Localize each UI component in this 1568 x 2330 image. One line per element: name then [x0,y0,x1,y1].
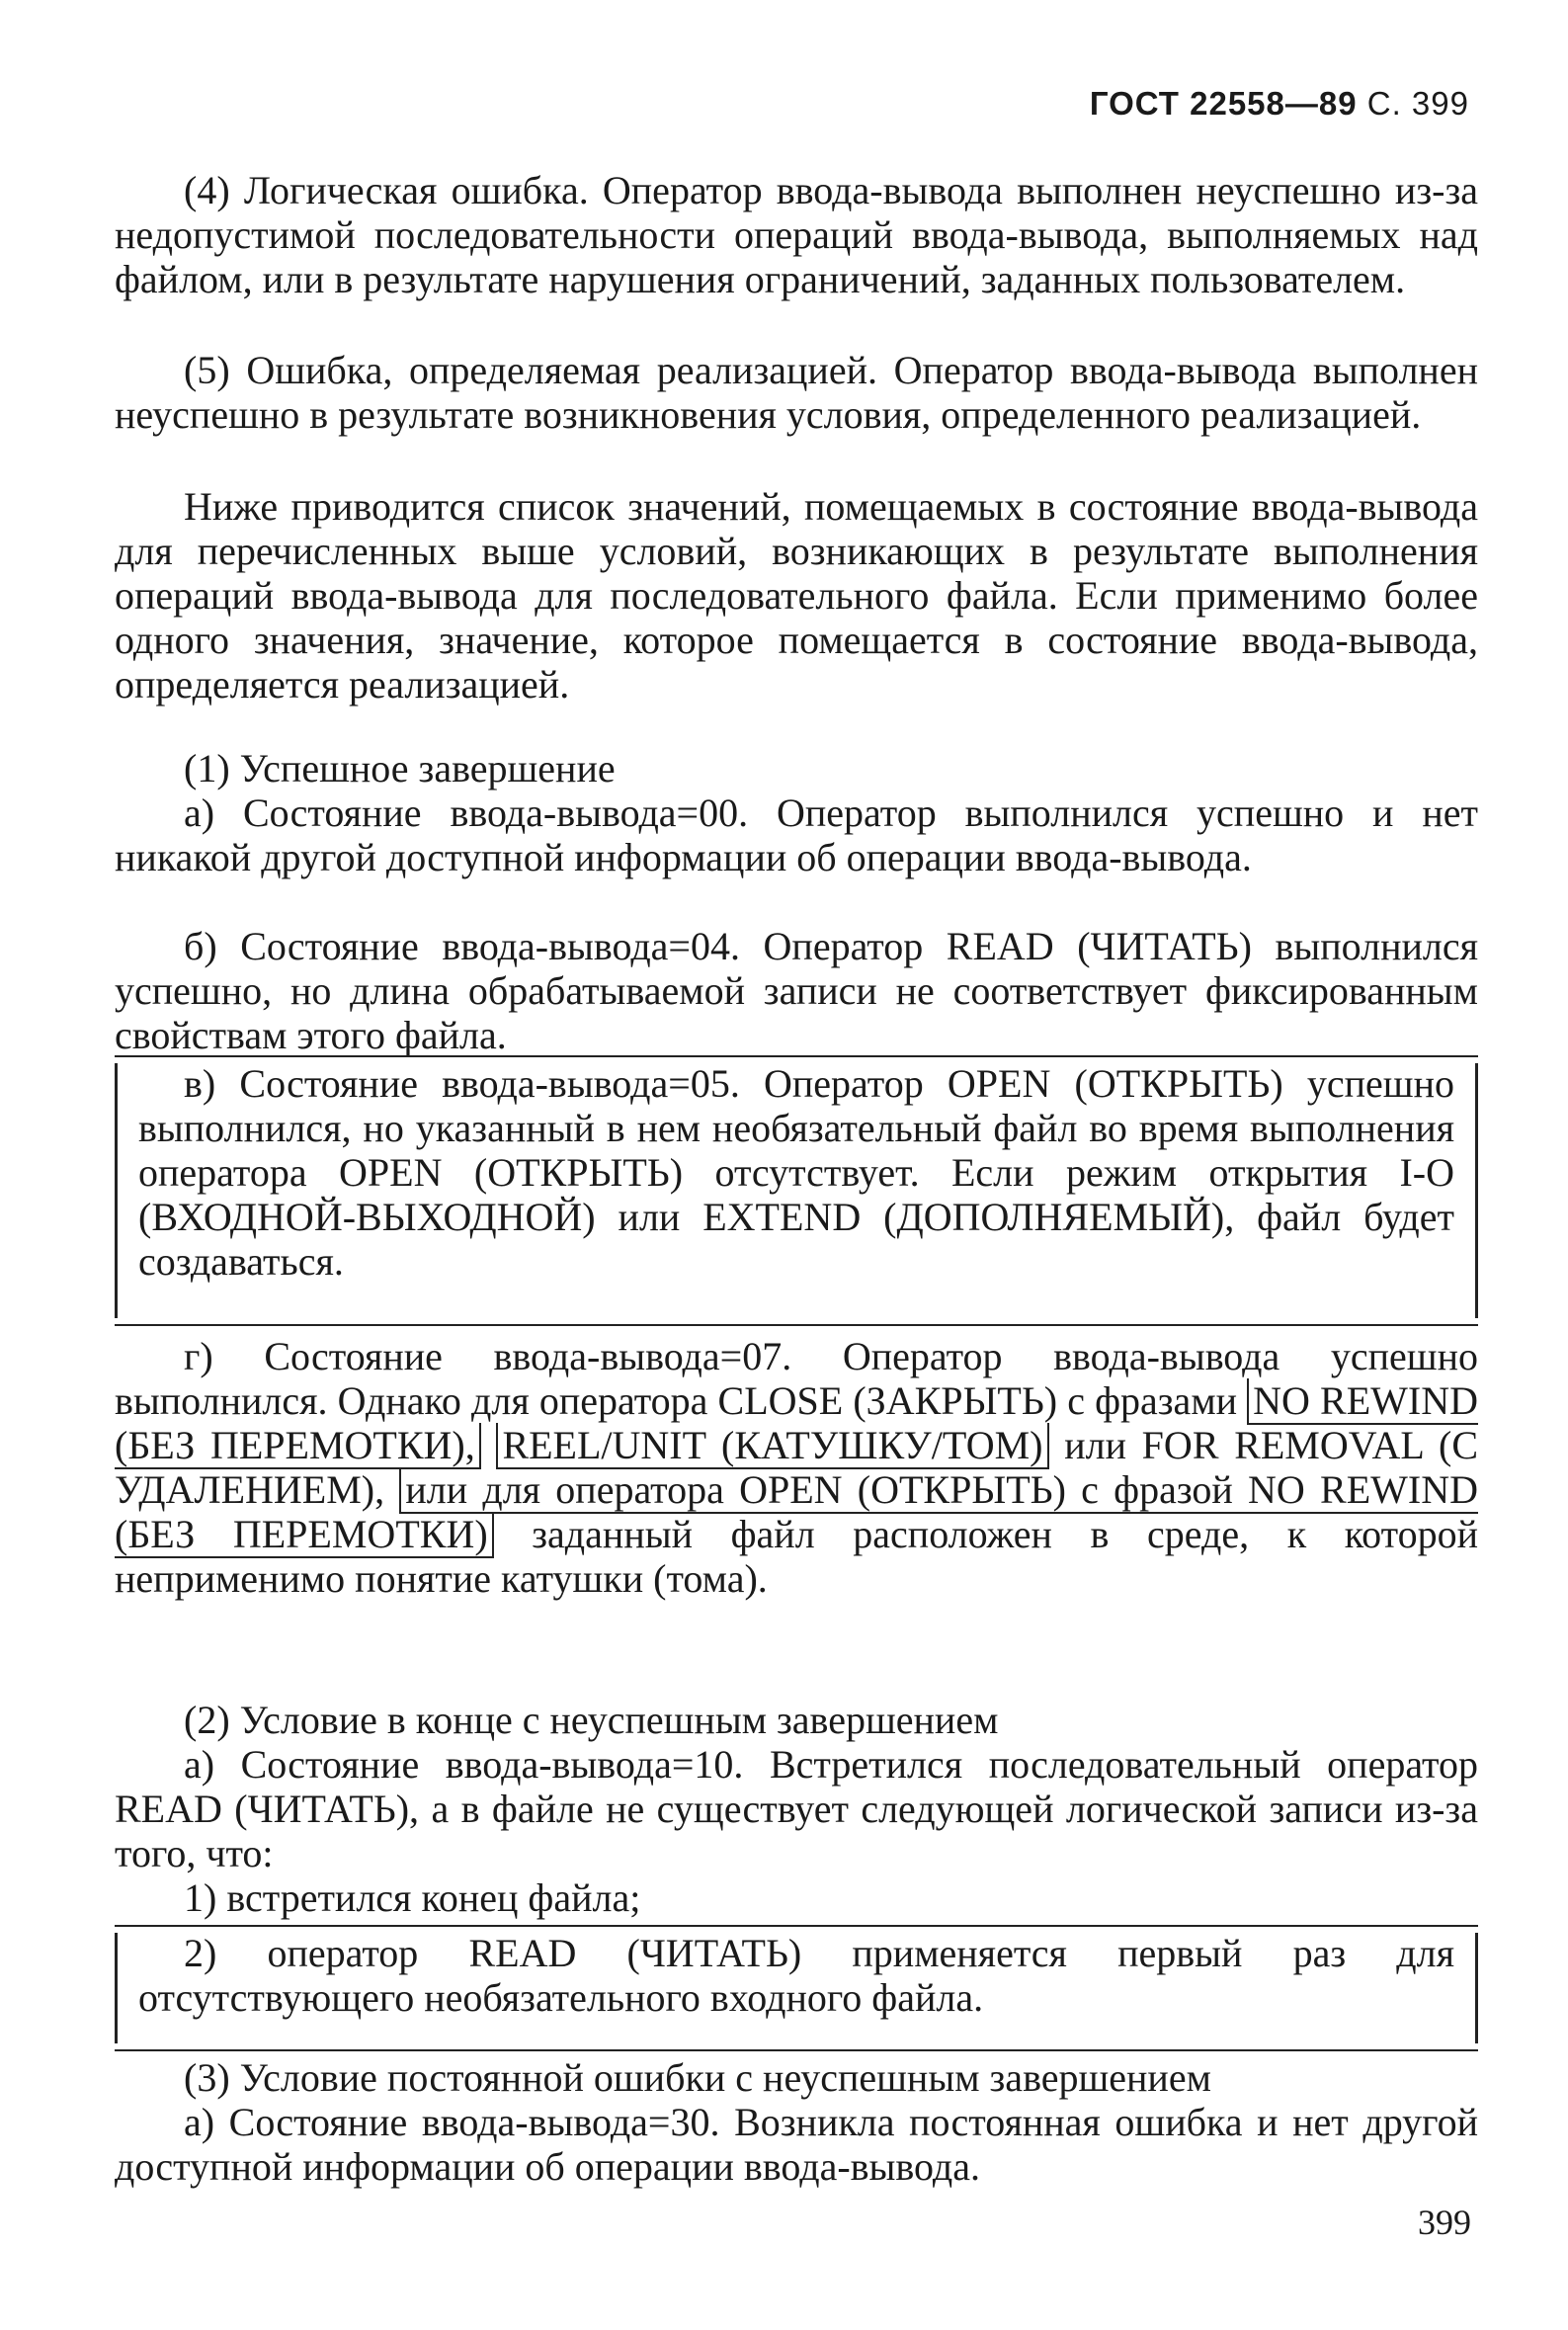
revision-box-missing-file [115,1925,1478,2051]
item-status-10: а) Состояние ввода-вывода=10. Встретился последовательный оператор READ (ЧИТАТЬ), а в файле не существует следующей логической записи из-за того, что: [115,1742,1478,1875]
box-right-bar [1475,1933,1478,2043]
status-07-text-1: г) Состояние ввода-вывода=07. Оператор ввода-вывода успешно выполнился. Однако для оператора CLOSE (ЗАКРЫТЬ) с фразами [115,1334,1478,1423]
box-left-bar [115,1933,118,2043]
box-left-bar [115,1063,118,1318]
item-status-04: б) Состояние ввода-вывода=04. Оператор READ (ЧИТАТЬ) выполнился успешно, но длина обрабатываемой записи не соответствует фиксированным свойствам этого файла. [115,924,1478,1057]
item-status-05: в) Состояние ввода-вывода=05. Оператор OPEN (ОТКРЫТЬ) успешно выполнился, но указанный в нем необязательный файл во время выполнения оператора OPEN (ОТКРЫТЬ) отсутствует. Если режим открытия I-O (ВХОДНОЙ-ВЫХОДНОЙ) или EXTEND (ДОПОЛНЯЕМЫЙ), файл будет создаваться. [138,1061,1454,1284]
paragraph-logical-error: (4) Логическая ошибка. Оператор ввода-вывода выполнен неуспешно из-за недопустимой последовательности операций ввода-вывода, выполняемых над файлом, или в результате нарушения ограничений, заданных пользователем. [115,168,1478,301]
underlined-open-no-rewind: или для оператора OPEN (ОТКРЫТЬ) с фразой NO REWIND (БЕЗ ПЕРЕМОТКИ) [115,1467,1479,1556]
item-status-00: а) Состояние ввода-вывода=00. Оператор выполнился успешно и нет никакой другой доступной информации об операции ввода-вывода. [115,791,1478,879]
box-right-bar [1475,1063,1478,1318]
heading-end-condition: (2) Условие в конце с неуспешным завершением [184,1698,999,1742]
status-07-text-3: заданный файл расположен в среде, к которой неприменимо понятие катушки (тома). [115,1512,1478,1601]
status-07-text-2: или FOR REMOVAL (С УДАЛЕНИЕМ), [115,1423,1479,1512]
status-07-sep [481,1423,497,1467]
header-page: С. 399 [1366,85,1469,122]
page-header [1090,85,1469,123]
heading-permanent-error: (3) Условие постоянной ошибки с неуспешным завершением [184,2055,1211,2100]
paragraph-impl-error: (5) Ошибка, определяемая реализацией. Оператор ввода-вывода выполнен неуспешно в результате возникновения условия, определенного реализацией. [115,348,1478,437]
page-number: 399 [1418,2203,1471,2242]
item-end-of-file: 1) встретился конец файла; [184,1875,641,1920]
item-missing-optional-file: 2) оператор READ (ЧИТАТЬ) применяется первый раз для отсутствующего необязательного входного файла. [138,1931,1454,2020]
item-status-30: а) Состояние ввода-вывода=30. Возникла постоянная ошибка и нет другой доступной информации об операции ввода-вывода. [115,2100,1478,2189]
paragraph-status-list-intro: Ниже приводится список значений, помещаемых в состояние ввода-вывода для перечисленных выше условий, возникающих в результате выполнения операций ввода-вывода для последовательного файла. Если применимо более одного значения, значение, которое помещается в состояние ввода-вывода, определяется реализацией. [115,484,1478,707]
heading-success: (1) Успешное завершение [184,746,616,791]
standard-code: ГОСТ 22558—89 [1089,85,1358,122]
underlined-reel-unit: REEL/UNIT (КАТУШКУ/ТОМ) [496,1423,1048,1469]
underlined-no-rewind: NO REWIND (БЕЗ ПЕРЕМОТКИ), [115,1378,1479,1467]
item-status-07 [115,1334,1478,1601]
revision-box-status-05 [115,1055,1478,1326]
